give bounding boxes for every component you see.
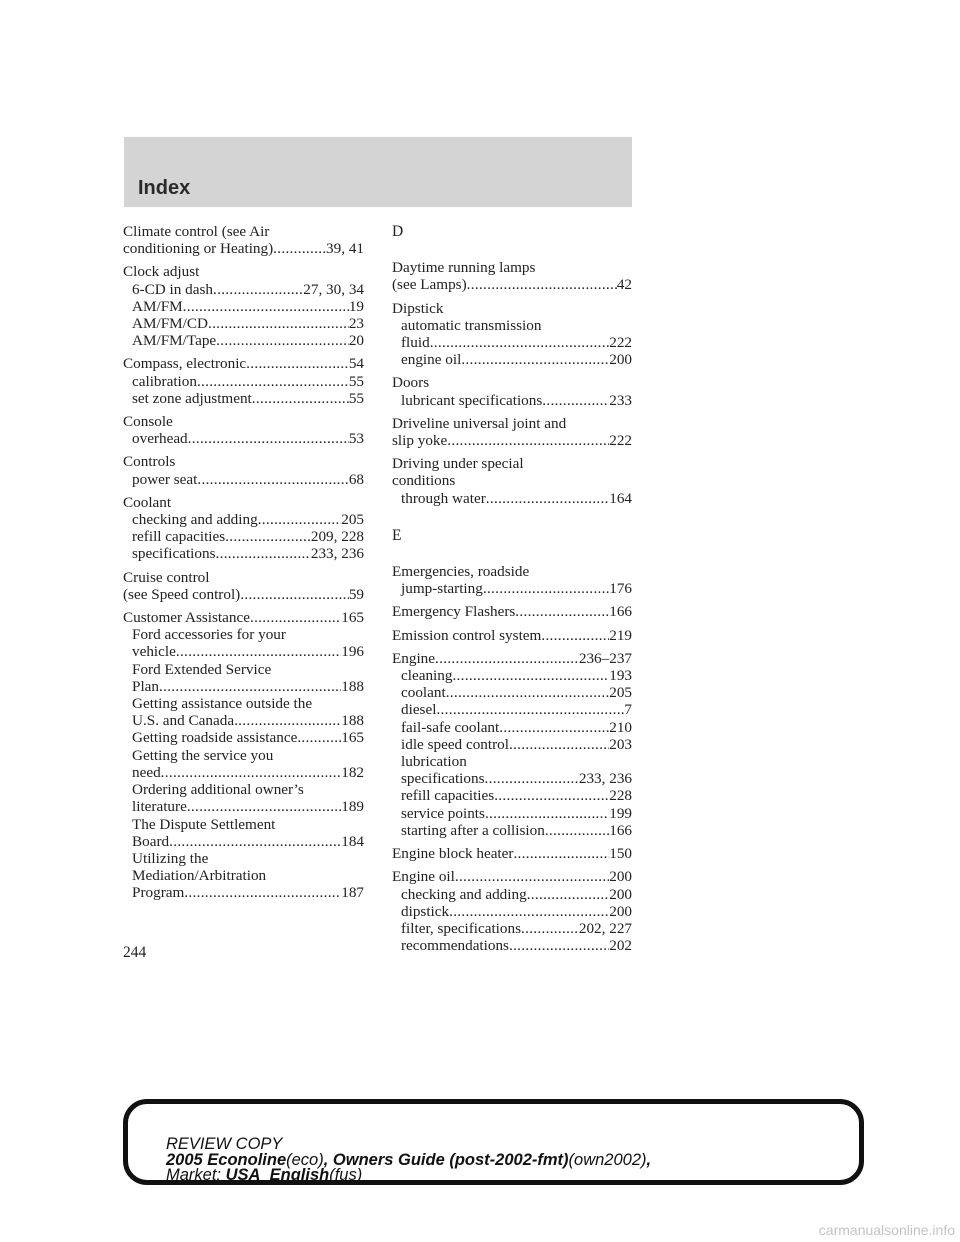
entry-text: Ordering additional owner’s bbox=[132, 781, 304, 799]
index-entry-line bbox=[392, 374, 632, 391]
dot-leader bbox=[176, 643, 341, 660]
entry-text: recommendations bbox=[401, 937, 509, 955]
entry-text: Emergencies, roadside bbox=[392, 563, 530, 581]
index-subentry bbox=[123, 332, 364, 349]
entry-text: 6-CD in dash bbox=[132, 280, 213, 298]
entry-text: Console bbox=[123, 413, 173, 431]
index-entry bbox=[392, 563, 632, 597]
entry-text: checking and adding bbox=[401, 885, 527, 903]
entry-text: lubrication bbox=[401, 753, 467, 771]
entry-text: Program bbox=[132, 884, 185, 902]
dot-leader bbox=[183, 298, 349, 315]
index-entry bbox=[123, 453, 364, 487]
index-subentry bbox=[392, 937, 632, 954]
page-reference: 59 bbox=[348, 585, 364, 603]
page-reference: 184 bbox=[341, 832, 364, 850]
entry-text: Controls bbox=[123, 453, 176, 471]
entry-text: set zone adjustment bbox=[132, 389, 252, 407]
page-reference: 27, 30, 34 bbox=[303, 280, 364, 298]
entry-text: The Dispute Settlement bbox=[132, 815, 276, 833]
index-entry-line bbox=[392, 432, 632, 449]
entry-text: service points bbox=[401, 804, 485, 822]
index-subentry bbox=[392, 667, 632, 684]
page-reference: 233 bbox=[609, 391, 632, 409]
index-subentry bbox=[123, 471, 364, 488]
index-subentry bbox=[392, 736, 632, 753]
index-subentry bbox=[392, 351, 632, 368]
dot-leader bbox=[455, 868, 609, 885]
dot-leader bbox=[216, 545, 311, 562]
entry-text: starting after a collision bbox=[401, 821, 545, 839]
review-guide: , Owners Guide (post-2002-fmt) bbox=[323, 1151, 569, 1169]
index-entry bbox=[123, 413, 364, 447]
entry-text: Getting the service you bbox=[132, 746, 274, 764]
entry-text: Engine block heater bbox=[392, 845, 514, 863]
dot-leader bbox=[252, 390, 349, 407]
review-guide-code: (own2002) bbox=[568, 1151, 647, 1169]
index-entry bbox=[392, 845, 632, 862]
index-entry bbox=[392, 627, 632, 644]
entry-text: specifications bbox=[401, 770, 485, 788]
index-entry-line bbox=[392, 276, 632, 293]
entry-text: Daytime running lamps bbox=[392, 259, 536, 277]
entry-text: specifications bbox=[132, 545, 216, 563]
entry-text: conditioning or Heating) bbox=[123, 240, 274, 258]
entry-text: Emergency Flashers bbox=[392, 603, 516, 621]
index-subentry bbox=[123, 764, 364, 781]
index-subentry bbox=[392, 805, 632, 822]
page-reference: 203 bbox=[609, 735, 632, 753]
index-subentry bbox=[123, 747, 364, 764]
dot-leader bbox=[216, 332, 349, 349]
index-subentry bbox=[392, 920, 632, 937]
index-entry bbox=[392, 300, 632, 369]
dot-leader bbox=[447, 432, 609, 449]
index-subentry bbox=[392, 684, 632, 701]
page-reference: 233, 236 bbox=[310, 545, 364, 563]
dot-leader bbox=[197, 373, 349, 390]
index-entry-line bbox=[392, 650, 632, 667]
dot-leader bbox=[188, 430, 349, 447]
entry-text: refill capacities bbox=[132, 528, 226, 546]
index-entry-line bbox=[392, 455, 632, 472]
entry-text: overhead bbox=[132, 430, 188, 448]
page-reference: 164 bbox=[609, 489, 632, 507]
page-reference: 200 bbox=[609, 902, 632, 920]
entry-text: Plan bbox=[132, 677, 160, 695]
entry-text: dipstick bbox=[401, 902, 450, 920]
page-reference: 188 bbox=[341, 712, 364, 730]
page-reference: 199 bbox=[609, 804, 632, 822]
index-entry-line bbox=[123, 413, 364, 430]
entry-text: Engine oil bbox=[392, 868, 455, 886]
dot-leader bbox=[545, 822, 609, 839]
index-entry-line bbox=[123, 223, 364, 240]
dot-leader bbox=[485, 805, 609, 822]
page-reference: 202 bbox=[609, 937, 632, 955]
page-reference: 19 bbox=[348, 297, 364, 315]
dot-leader bbox=[486, 490, 609, 507]
entry-text: conditions bbox=[392, 472, 456, 490]
entry-text: Driving under special bbox=[392, 455, 524, 473]
entry-text: Cruise control bbox=[123, 568, 210, 586]
index-entry bbox=[123, 355, 364, 407]
index-subentry bbox=[123, 867, 364, 884]
review-copy-box bbox=[123, 1099, 864, 1185]
page-reference: 205 bbox=[341, 511, 364, 529]
index-title: Index bbox=[138, 177, 191, 199]
index-entry bbox=[392, 374, 632, 408]
index-entry bbox=[123, 609, 364, 901]
dot-leader bbox=[521, 920, 579, 937]
entry-text: Climate control (see Air bbox=[123, 223, 270, 240]
entry-text: fail-safe coolant bbox=[401, 718, 500, 736]
dot-leader bbox=[240, 586, 349, 603]
entry-text: Ford accessories for your bbox=[132, 626, 286, 644]
dot-leader bbox=[208, 315, 349, 332]
index-subentry bbox=[392, 787, 632, 804]
dot-leader bbox=[467, 276, 617, 293]
entry-text: fluid bbox=[401, 334, 430, 352]
entry-text: lubricant specifications bbox=[401, 391, 543, 409]
dot-leader bbox=[250, 609, 341, 626]
page-reference: 187 bbox=[341, 884, 364, 902]
index-entry bbox=[123, 223, 364, 257]
review-market: USA_English bbox=[225, 1166, 330, 1184]
page-reference: 166 bbox=[609, 603, 632, 621]
dot-leader bbox=[485, 770, 579, 787]
page-reference: 53 bbox=[348, 430, 364, 448]
entry-text: need bbox=[132, 763, 161, 781]
dot-leader bbox=[159, 678, 341, 695]
index-subentry bbox=[392, 886, 632, 903]
entry-text: filter, specifications bbox=[401, 919, 522, 937]
dot-leader bbox=[197, 471, 348, 488]
review-model-code: (eco) bbox=[286, 1151, 324, 1169]
index-subentry bbox=[392, 580, 632, 597]
entry-text: vehicle bbox=[132, 643, 176, 661]
section-letter: E bbox=[392, 526, 402, 544]
index-subentry bbox=[392, 770, 632, 787]
page-reference: 205 bbox=[609, 684, 632, 702]
review-market-code: (fus) bbox=[329, 1166, 363, 1184]
entry-text: Emission control system bbox=[392, 626, 542, 644]
index-entry-line bbox=[392, 868, 632, 885]
page-reference: 193 bbox=[609, 667, 632, 685]
dot-leader bbox=[225, 528, 311, 545]
dot-leader bbox=[541, 627, 609, 644]
index-entry-line bbox=[392, 259, 632, 276]
dot-leader bbox=[527, 886, 610, 903]
watermark: carmanualsonline.info bbox=[818, 1222, 955, 1238]
dot-leader bbox=[258, 511, 342, 528]
entry-text: AM/FM/Tape bbox=[132, 332, 217, 350]
page-reference: 200 bbox=[609, 351, 632, 369]
index-subentry bbox=[123, 373, 364, 390]
dot-leader bbox=[161, 764, 342, 781]
page-reference: 200 bbox=[609, 868, 632, 886]
dot-leader bbox=[430, 334, 610, 351]
page-reference: 210 bbox=[609, 718, 632, 736]
index-subentry bbox=[123, 712, 364, 729]
dot-leader bbox=[234, 712, 341, 729]
index-entry-line bbox=[392, 627, 632, 644]
entry-text: (see Speed control) bbox=[123, 585, 241, 603]
page-reference: 209, 228 bbox=[310, 528, 364, 546]
index-entry bbox=[392, 868, 632, 954]
page-reference: 182 bbox=[341, 763, 364, 781]
page-reference: 42 bbox=[616, 276, 632, 294]
entry-text: Mediation/Arbitration bbox=[132, 867, 267, 885]
index-column-right bbox=[392, 223, 632, 960]
index-entry bbox=[392, 603, 632, 620]
page-reference: 54 bbox=[348, 355, 364, 373]
index-entry-line bbox=[392, 563, 632, 580]
page-reference: 20 bbox=[348, 332, 364, 350]
index-entry-line bbox=[392, 300, 632, 317]
entry-text: refill capacities bbox=[401, 787, 495, 805]
entry-text: automatic transmission bbox=[401, 316, 542, 334]
entry-text: Dipstick bbox=[392, 299, 444, 317]
dot-leader bbox=[436, 701, 624, 718]
page-reference: 55 bbox=[348, 389, 364, 407]
entry-text: diesel bbox=[401, 701, 437, 719]
entry-text: U.S. and Canada bbox=[132, 712, 235, 730]
dot-leader bbox=[452, 667, 609, 684]
index-entry-line bbox=[392, 603, 632, 620]
index-entry bbox=[123, 569, 364, 603]
page-reference: 165 bbox=[341, 609, 364, 627]
page-reference: 39, 41 bbox=[326, 240, 364, 258]
review-model: 2005 Econoline bbox=[166, 1151, 287, 1169]
index-subentry bbox=[123, 884, 364, 901]
page-reference: 222 bbox=[609, 432, 632, 450]
page-reference: 188 bbox=[341, 677, 364, 695]
entry-text: Getting assistance outside the bbox=[132, 695, 313, 713]
index-subentry bbox=[392, 334, 632, 351]
index-subentry bbox=[123, 511, 364, 528]
index-subentry bbox=[392, 822, 632, 839]
index-subentry bbox=[392, 903, 632, 920]
dot-leader bbox=[169, 833, 341, 850]
index-subentry bbox=[123, 798, 364, 815]
index-subentry bbox=[123, 816, 364, 833]
index-entry bbox=[392, 455, 632, 507]
entry-text: idle speed control bbox=[401, 735, 509, 753]
index-subentry bbox=[123, 695, 364, 712]
review-copy-market-line bbox=[166, 1167, 362, 1184]
entry-text: coolant bbox=[401, 684, 446, 702]
dot-leader bbox=[515, 603, 609, 620]
page-reference: 222 bbox=[609, 334, 632, 352]
index-subentry bbox=[123, 390, 364, 407]
dot-leader bbox=[509, 736, 609, 753]
index-entry bbox=[123, 494, 364, 563]
index-subentry bbox=[392, 753, 632, 770]
index-subentry bbox=[392, 701, 632, 718]
entry-text: Compass, electronic bbox=[123, 355, 247, 373]
index-entry-line bbox=[123, 609, 364, 626]
dot-leader bbox=[184, 884, 341, 901]
index-entry-line bbox=[123, 355, 364, 372]
review-copy-label: REVIEW COPY bbox=[166, 1135, 283, 1153]
page-reference: 165 bbox=[341, 729, 364, 747]
review-comma: , bbox=[646, 1151, 652, 1169]
page-reference: 196 bbox=[341, 643, 364, 661]
page-reference: 23 bbox=[348, 315, 364, 333]
entry-text: through water bbox=[401, 489, 486, 507]
index-subentry bbox=[123, 850, 364, 867]
entry-text: cleaning bbox=[401, 667, 453, 685]
entry-text: Driveline universal joint and bbox=[392, 414, 567, 432]
dot-leader bbox=[499, 719, 609, 736]
dot-leader bbox=[483, 580, 609, 597]
entry-text: power seat bbox=[132, 470, 198, 488]
dot-leader bbox=[435, 650, 579, 667]
index-subentry bbox=[123, 626, 364, 643]
index-entry-line bbox=[392, 415, 632, 432]
section-letter: D bbox=[392, 223, 404, 240]
index-subentry bbox=[123, 729, 364, 746]
entry-text: Clock adjust bbox=[123, 263, 200, 281]
index-subentry bbox=[392, 719, 632, 736]
entry-text: Ford Extended Service bbox=[132, 660, 272, 678]
index-subentry bbox=[123, 528, 364, 545]
index-entry bbox=[392, 259, 632, 293]
index-subentry bbox=[123, 661, 364, 678]
index-subentry bbox=[123, 781, 364, 798]
dot-leader bbox=[246, 355, 349, 372]
index-entry bbox=[392, 650, 632, 839]
index-subentry bbox=[392, 317, 632, 334]
dot-leader bbox=[446, 684, 610, 701]
dot-leader bbox=[273, 240, 326, 257]
index-subentry bbox=[392, 392, 632, 409]
index-entry bbox=[123, 263, 364, 349]
dot-leader bbox=[461, 351, 609, 368]
index-entry-line bbox=[392, 472, 632, 489]
index-entry-line bbox=[123, 263, 364, 280]
entry-text: AM/FM bbox=[132, 297, 183, 315]
index-subentry bbox=[123, 545, 364, 562]
dot-leader bbox=[187, 798, 341, 815]
review-market-label: Market: bbox=[166, 1166, 222, 1184]
page-reference: 55 bbox=[348, 372, 364, 390]
page-reference: 176 bbox=[609, 580, 632, 598]
page-reference: 150 bbox=[609, 845, 632, 863]
index-entry-line bbox=[123, 453, 364, 470]
index-subentry bbox=[123, 298, 364, 315]
index-subentry bbox=[123, 315, 364, 332]
index-subentry bbox=[123, 281, 364, 298]
entry-text: Customer Assistance bbox=[123, 609, 250, 627]
page-reference: 202, 227 bbox=[578, 919, 632, 937]
dot-leader bbox=[494, 787, 609, 804]
index-subentry bbox=[123, 643, 364, 660]
entry-text: checking and adding bbox=[132, 511, 258, 529]
page-reference: 68 bbox=[348, 470, 364, 488]
index-column-left bbox=[123, 223, 364, 908]
index-entry-line bbox=[123, 569, 364, 586]
entry-text: Coolant bbox=[123, 493, 172, 511]
page-reference: 233, 236 bbox=[578, 770, 632, 788]
page-reference: 219 bbox=[609, 626, 632, 644]
entry-text: literature bbox=[132, 798, 187, 816]
entry-text: calibration bbox=[132, 372, 197, 390]
entry-text: engine oil bbox=[401, 351, 462, 369]
page-reference: 200 bbox=[609, 885, 632, 903]
page-reference: 189 bbox=[341, 798, 364, 816]
index-subentry bbox=[123, 833, 364, 850]
index-entry-line bbox=[123, 494, 364, 511]
index-entry-line bbox=[123, 240, 364, 257]
entry-text: (see Lamps) bbox=[392, 276, 467, 294]
page-reference: 166 bbox=[609, 821, 632, 839]
index-entry-line bbox=[123, 586, 364, 603]
entry-text: jump-starting bbox=[401, 580, 483, 598]
entry-text: Board bbox=[132, 832, 170, 850]
page-reference: 228 bbox=[609, 787, 632, 805]
section-spacer bbox=[392, 513, 632, 527]
entry-text: Utilizing the bbox=[132, 849, 209, 867]
page-number: 244 bbox=[123, 944, 147, 961]
dot-leader bbox=[213, 281, 303, 298]
dot-leader bbox=[449, 903, 609, 920]
dot-leader bbox=[297, 729, 341, 746]
index-subentry bbox=[123, 678, 364, 695]
entry-text: AM/FM/CD bbox=[132, 315, 208, 333]
entry-text: Doors bbox=[392, 374, 430, 392]
entry-text: Engine bbox=[392, 649, 436, 667]
entry-text: slip yoke bbox=[392, 432, 448, 450]
index-subentry bbox=[392, 490, 632, 507]
index-header-band bbox=[124, 137, 632, 207]
index-entry bbox=[392, 415, 632, 449]
page-reference: 7 bbox=[624, 701, 632, 719]
entry-text: Getting roadside assistance bbox=[132, 729, 298, 747]
index-subentry bbox=[123, 430, 364, 447]
dot-leader bbox=[509, 937, 609, 954]
dot-leader bbox=[513, 845, 609, 862]
dot-leader bbox=[542, 392, 609, 409]
index-entry-line bbox=[392, 845, 632, 862]
page-reference: 236–237 bbox=[578, 649, 632, 667]
